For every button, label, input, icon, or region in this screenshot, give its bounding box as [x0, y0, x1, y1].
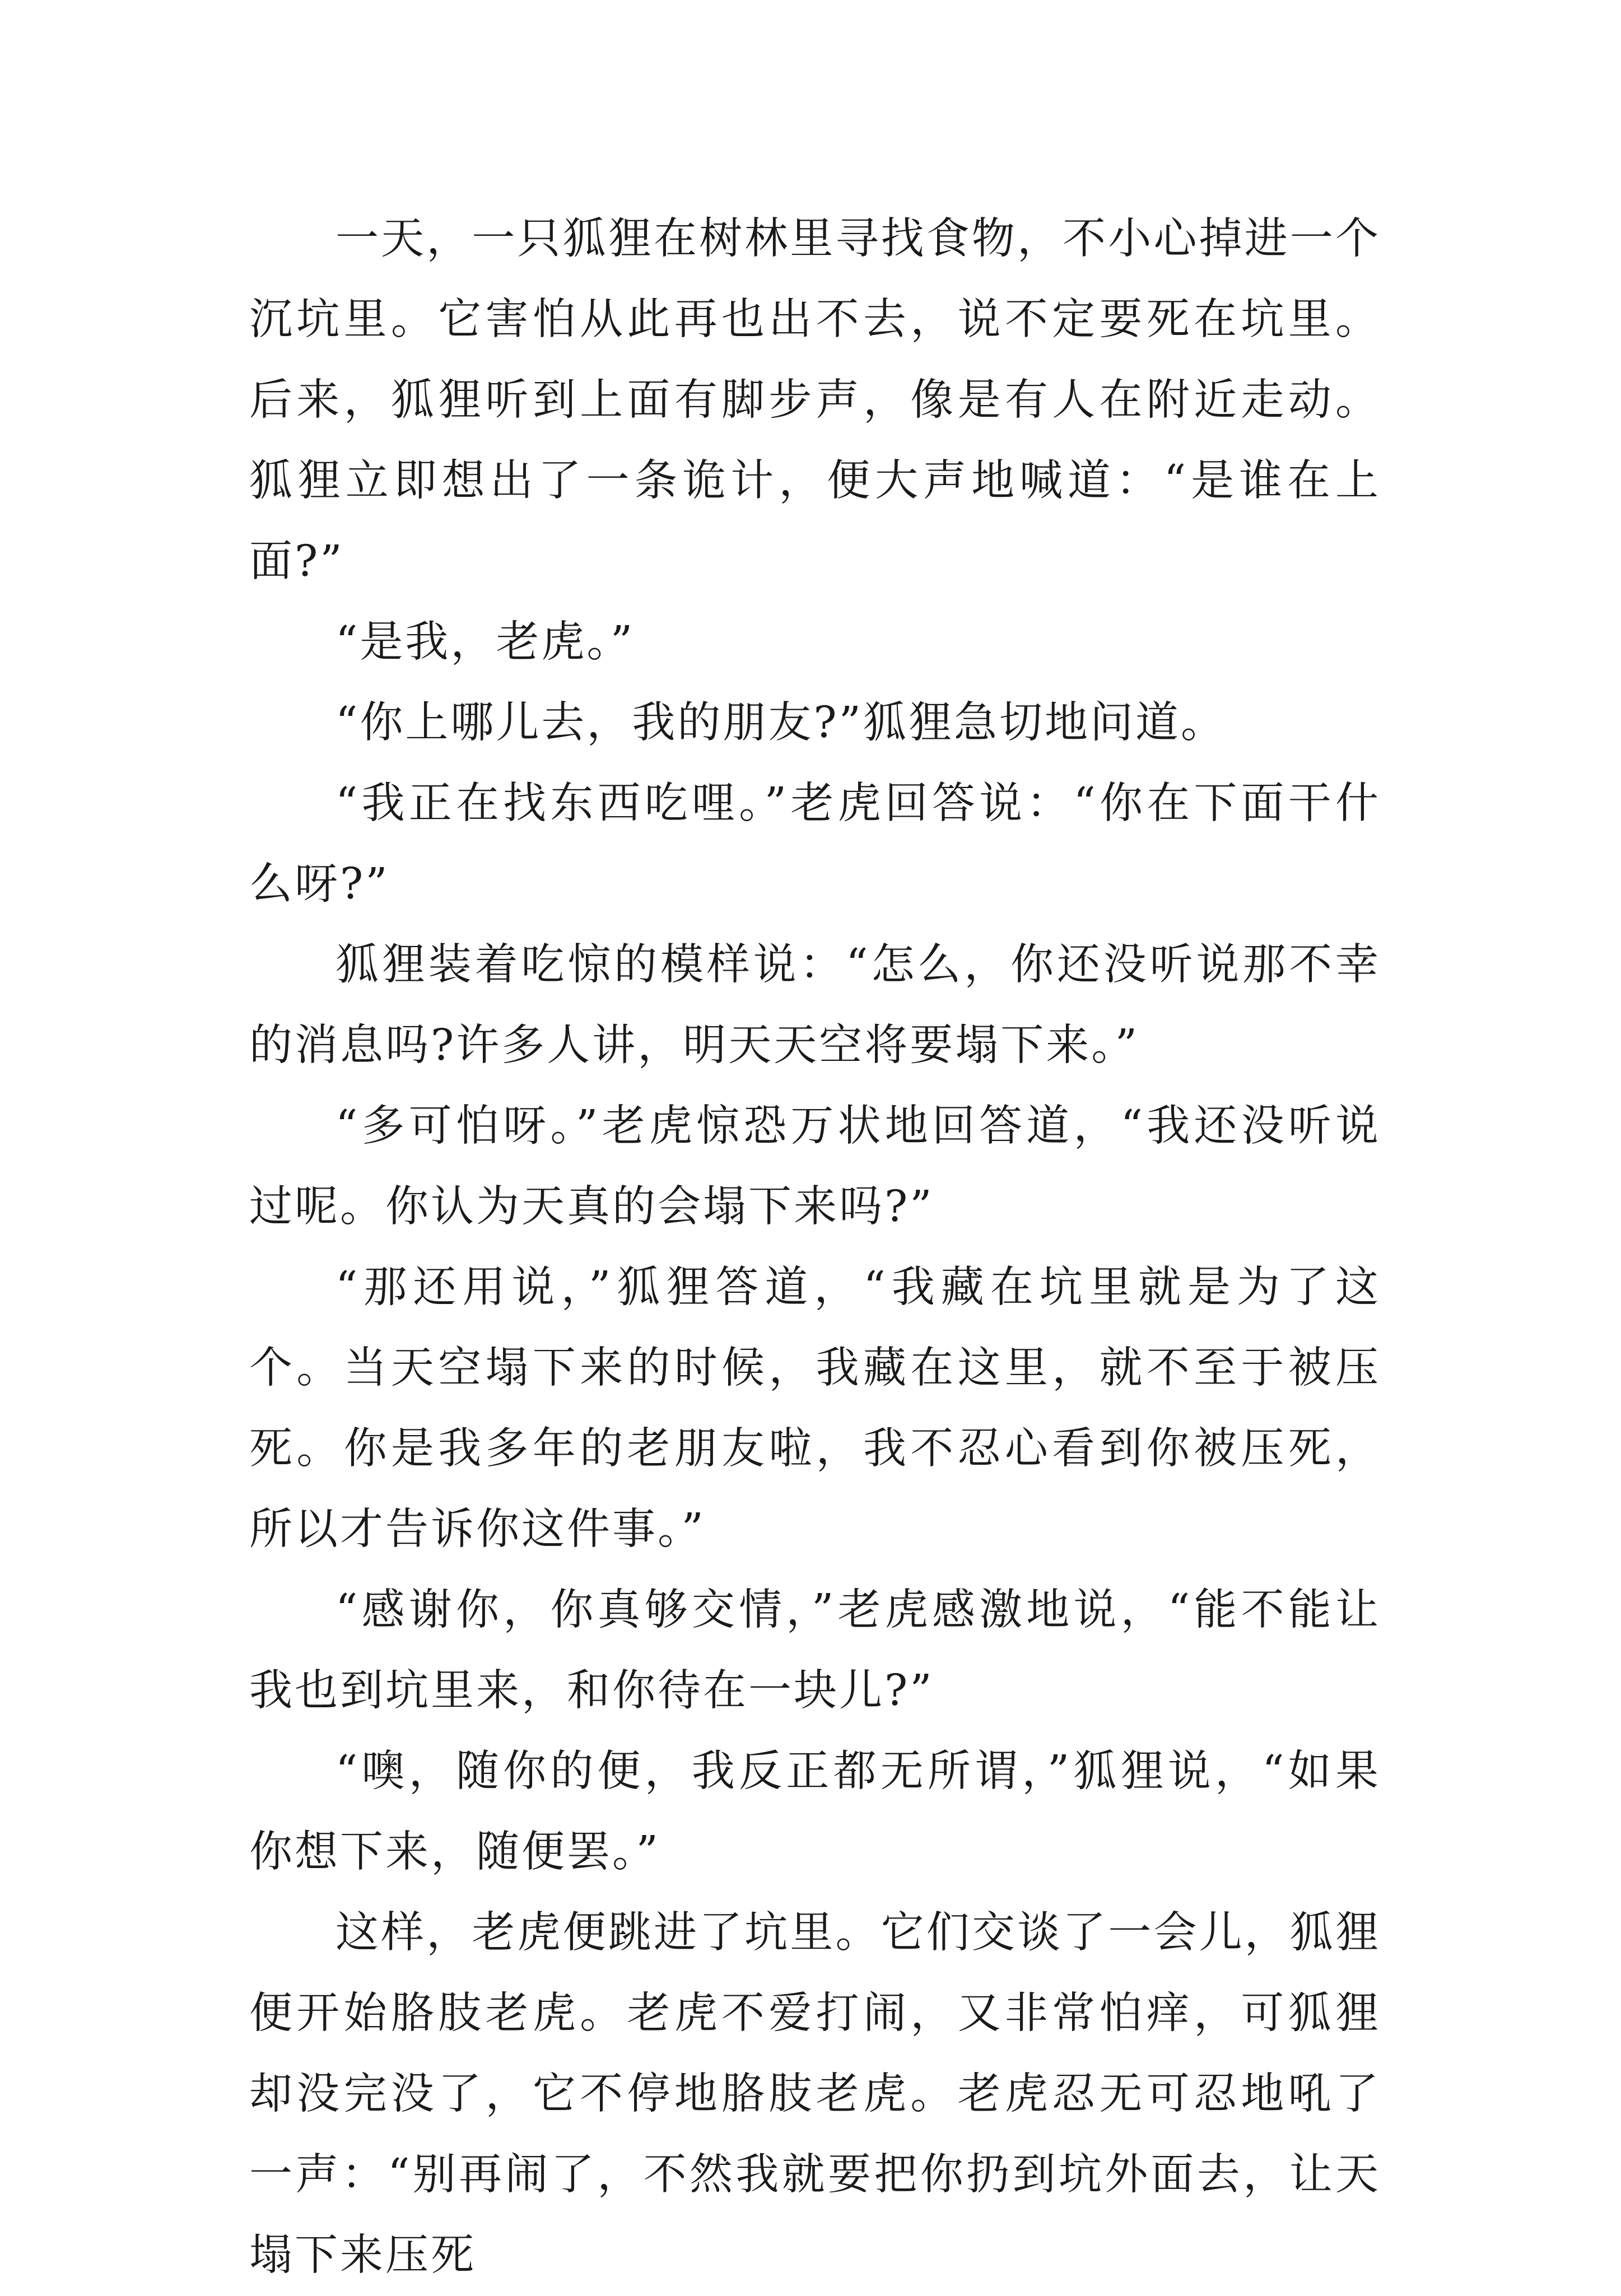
paragraph-5: 狐狸装着吃惊的模样说：“怎么，你还没听说那不幸的消息吗?许多人讲，明天天空将要塌下来。”	[249, 940, 1381, 1070]
paragraph-7: “那还用说，”狐狸答道，“我藏在坑里就是为了这个。当天空塌下来的时候，我藏在这里，就不至于被压死。你是我多年的老朋友啦，我不忍心看到你被压死，所以才告诉你这件事。”	[249, 1263, 1381, 1554]
paragraph-6: “多可怕呀。”老虎惊恐万状地回答道，“我还没听说过呢。你认为天真的会塌下来吗?”	[249, 1101, 1381, 1232]
story-text	[249, 199, 1381, 2296]
paragraph-9: “噢，随你的便，我反正都无所谓，”狐狸说，“如果你想下来，随便罢。”	[249, 1747, 1381, 1877]
paragraph-2: “是我，老虎。”	[336, 617, 635, 667]
paragraph-10: 这样，老虎便跳进了坑里。它们交谈了一会儿，狐狸便开始胳肢老虎。老虎不爱打闹，又非常怕痒，可狐狸却没完没了，它不停地胳肢老虎。老虎忍无可忍地吼了一声：“别再闹了，不然我就要把你扔到坑外面去，让天塌下来压死	[249, 1908, 1381, 2280]
paragraph-3: “你上哪儿去，我的朋友?”狐狸急切地问道。	[336, 698, 1227, 748]
paragraph-1: 一天，一只狐狸在树林里寻找食物，不小心掉进一个沉坑里。它害怕从此再也出不去，说不定要死在坑里。后来，狐狸听到上面有脚步声，像是有人在附近走动。狐狸立即想出了一条诡计，便大声地喊道：“是谁在上面?”	[249, 214, 1381, 586]
paragraph-4: “我正在找东西吃哩。”老虎回答说：“你在下面干什么呀?”	[249, 779, 1381, 909]
paragraph-8: “感谢你，你真够交情，”老虎感激地说，“能不能让我也到坑里来，和你待在一块儿?”	[249, 1585, 1381, 1716]
